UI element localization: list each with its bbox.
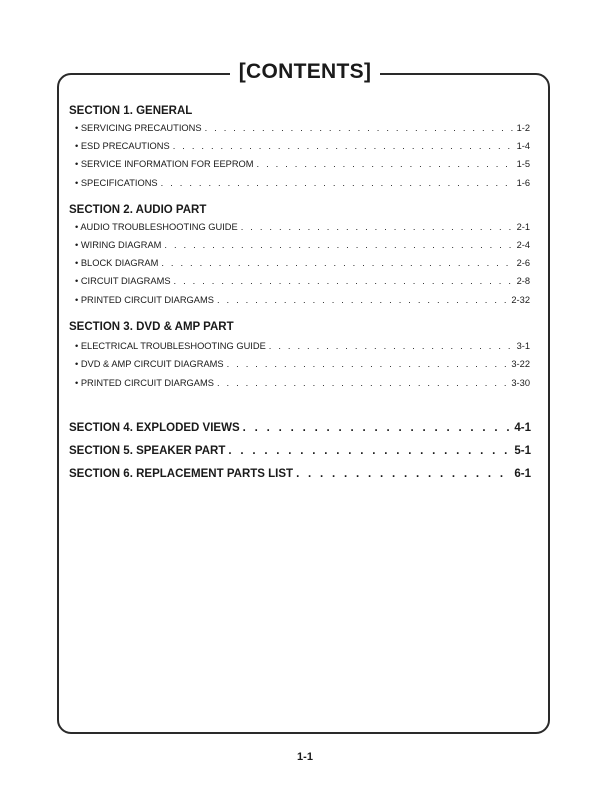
toc-major-label: SECTION 6. REPLACEMENT PARTS LIST xyxy=(69,468,294,480)
toc-entry-label: • SPECIFICATIONS xyxy=(75,178,158,188)
contents-title-wrap xyxy=(0,59,610,85)
toc-entry-label: • BLOCK DIAGRAM xyxy=(75,258,159,268)
toc-major-entry[interactable] xyxy=(69,467,531,481)
toc-entry[interactable] xyxy=(69,294,530,306)
toc-entry[interactable] xyxy=(69,177,530,189)
leader-dots xyxy=(217,294,508,306)
toc-entry-label: • SERVICE INFORMATION FOR EEPROM xyxy=(75,159,254,169)
leader-dots xyxy=(269,340,514,352)
toc-entry-label: • PRINTED CIRCUIT DIARGAMS xyxy=(75,378,214,388)
toc-entry-label: • PRINTED CIRCUIT DIARGAMS xyxy=(75,295,214,305)
toc-entry-label: • SERVICING PRECAUTIONS xyxy=(75,123,202,133)
toc-entry-page: 1-2 xyxy=(516,123,530,133)
contents-title: [CONTENTS] xyxy=(230,59,381,85)
leader-dots xyxy=(241,221,514,233)
leader-dots xyxy=(228,444,511,458)
toc-entry-page: 2-32 xyxy=(511,295,530,305)
toc-major-label: SECTION 4. EXPLODED VIEWS xyxy=(69,422,240,434)
leader-dots xyxy=(205,122,514,134)
toc-entry[interactable] xyxy=(69,358,530,370)
toc-entry-label: • DVD & AMP CIRCUIT DIAGRAMS xyxy=(75,359,224,369)
section-3-heading: SECTION 3. DVD & AMP PART xyxy=(69,321,234,333)
toc-major-entry[interactable] xyxy=(69,444,531,458)
toc-entry-page: 2-6 xyxy=(516,258,530,268)
leader-dots xyxy=(161,257,513,269)
toc-entry[interactable] xyxy=(69,275,530,287)
toc-major-page: 6-1 xyxy=(514,468,531,480)
toc-entry-label: • AUDIO TROUBLESHOOTING GUIDE xyxy=(75,222,238,232)
toc-entry[interactable] xyxy=(69,377,530,389)
leader-dots xyxy=(164,239,513,251)
toc-major-page: 5-1 xyxy=(514,445,531,457)
leader-dots xyxy=(161,177,514,189)
toc-entry[interactable] xyxy=(69,340,530,352)
toc-entry-label: • WIRING DIAGRAM xyxy=(75,240,162,250)
contents-frame xyxy=(57,73,550,734)
toc-entry-label: • ELECTRICAL TROUBLESHOOTING GUIDE xyxy=(75,341,266,351)
toc-entry-page: 2-8 xyxy=(516,276,530,286)
section-1-heading: SECTION 1. GENERAL xyxy=(69,105,193,117)
leader-dots xyxy=(243,421,512,435)
leader-dots xyxy=(296,467,511,481)
toc-entry-page: 1-4 xyxy=(516,141,530,151)
toc-entry[interactable] xyxy=(69,140,530,152)
toc-major-entry[interactable] xyxy=(69,421,531,435)
toc-entry-page: 3-1 xyxy=(516,341,530,351)
toc-entry-page: 1-6 xyxy=(516,178,530,188)
leader-dots xyxy=(257,158,514,170)
leader-dots xyxy=(174,275,514,287)
toc-entry[interactable] xyxy=(69,257,530,269)
leader-dots xyxy=(173,140,514,152)
toc-entry-page: 2-4 xyxy=(516,240,530,250)
toc-entry-page: 1-5 xyxy=(516,159,530,169)
toc-entry-label: • CIRCUIT DIAGRAMS xyxy=(75,276,171,286)
toc-entry[interactable] xyxy=(69,122,530,134)
toc-entry-page: 2-1 xyxy=(516,222,530,232)
toc-entry-page: 3-22 xyxy=(511,359,530,369)
toc-entry[interactable] xyxy=(69,239,530,251)
page-number: 1-1 xyxy=(297,751,313,763)
toc-entry[interactable] xyxy=(69,158,530,170)
leader-dots xyxy=(217,377,508,389)
toc-entry-page: 3-30 xyxy=(511,378,530,388)
toc-major-label: SECTION 5. SPEAKER PART xyxy=(69,445,226,457)
section-2-heading: SECTION 2. AUDIO PART xyxy=(69,204,207,216)
toc-major-page: 4-1 xyxy=(514,422,531,434)
toc-entry[interactable] xyxy=(69,221,530,233)
toc-entry-label: • ESD PRECAUTIONS xyxy=(75,141,170,151)
leader-dots xyxy=(227,358,509,370)
